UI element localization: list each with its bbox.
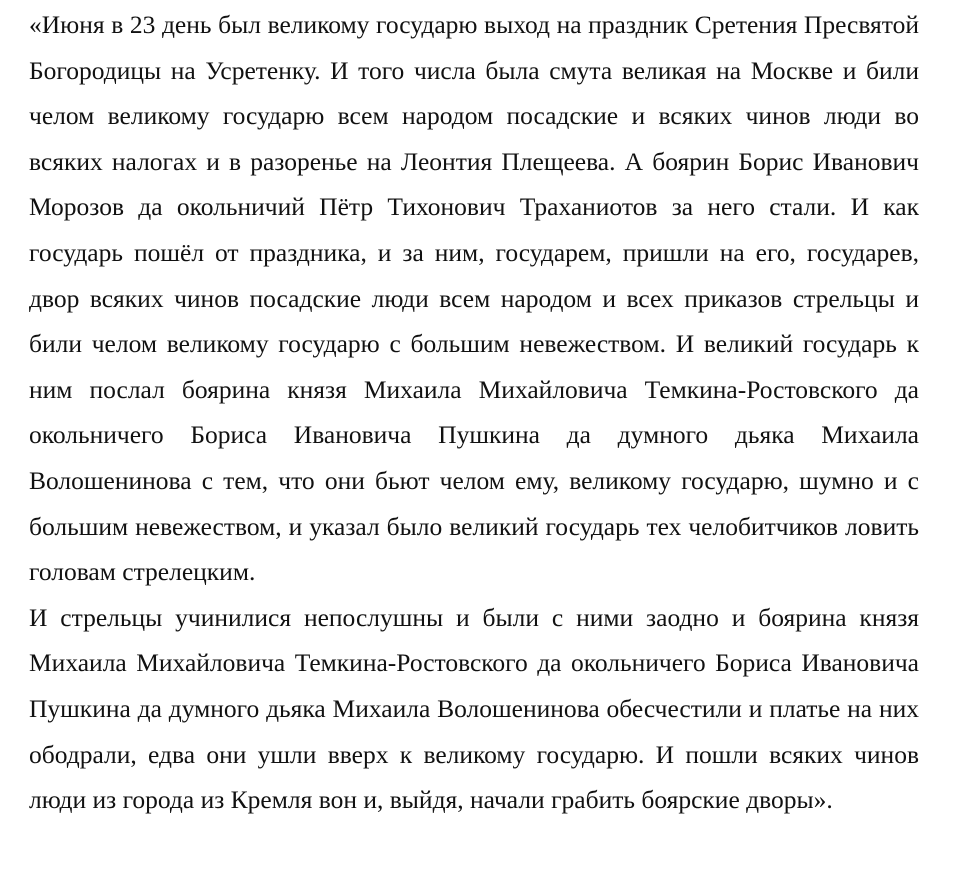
paragraph-1: «Июня в 23 день был великому государю выход на праздник Сретения Пресвятой Богородицы на Усретенку. И того числа была смута великая на Москве и били челом великому государю всем народом посадские и всяких чинов люди во всяких налогах и в разоренье на Леонтия Плещеева. А боярин Борис Иванович Морозов да окольничий Пётр Тихонович Траханиотов за него стали. И как государь пошёл от праздника, и за ним, государем, пришли на его, государев, двор всяких чинов посадские люди всем народом и всех приказов стрельцы и били челом великому государю с большим невежеством. И великий государь к ним послал боярина князя Михаила Михайловича Темкина-Ростовского да окольничего Бориса Ивановича Пушкина да думного дьяка Михаила Волошенинова с тем, что они бьют челом ему, великому государю, шумно и с большим невежеством, и указал было великий государь тех челобитчиков ловить головам стрелецким. xyxy=(29,10,919,587)
paragraph-2: И стрельцы учинилися непослушны и были с ними заодно и боярина князя Михаила Михайловича Темкина-Ростовского да окольничего Бориса Ивановича Пушкина да думного дьяка Михаила Волошенинова обесчестили и платье на них ободрали, едва они ушли вверх к великому государю. И пошли всяких чинов люди из города из Кремля вон и, выйдя, начали грабить боярские дворы». xyxy=(29,602,919,815)
